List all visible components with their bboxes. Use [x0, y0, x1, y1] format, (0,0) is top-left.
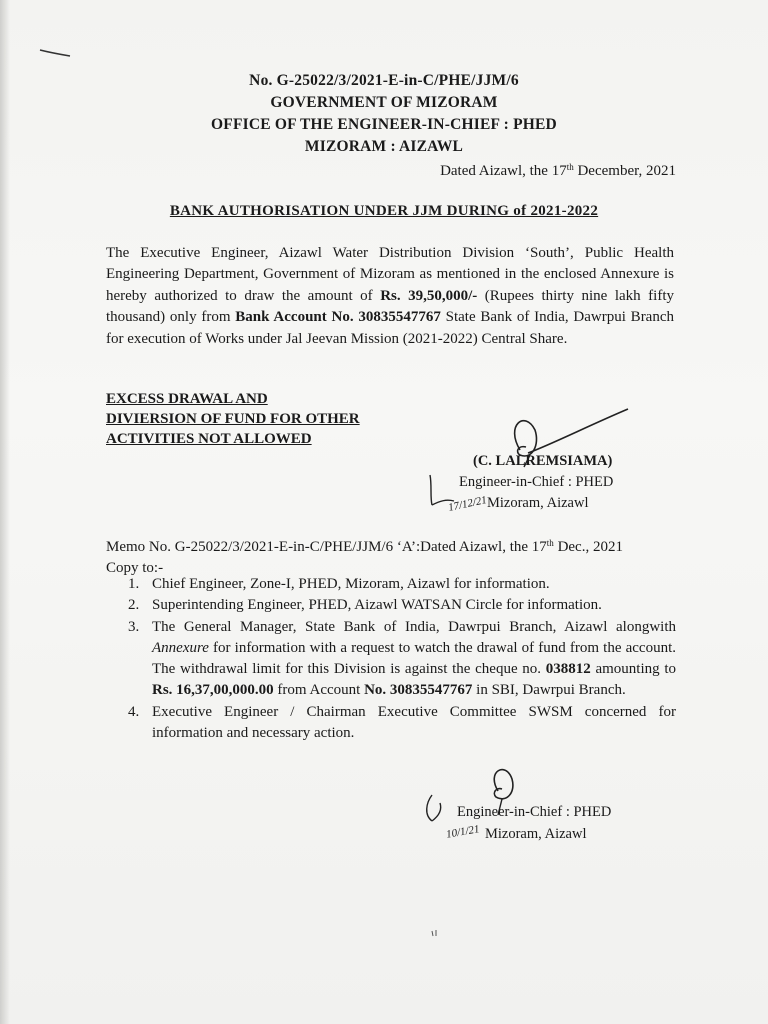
letter-header: [0, 70, 768, 158]
list-text: for information with a request to watch the drawal of fund from the account. The withdrawal limit for this Division is against the cheque no.: [152, 639, 676, 678]
initial-date-2: 10/1/21: [445, 823, 481, 841]
sbi-account-number: No. 30835547767: [364, 682, 473, 699]
cheque-number: 038812: [545, 661, 591, 678]
notice-line-2: DIVIERSION OF FUND FOR OTHER: [106, 411, 360, 427]
list-text: Superintending Engineer, PHED, Aizawl WATSAN Circle for information.: [152, 597, 602, 614]
authorized-amount: Rs. 39,50,000/-: [380, 287, 478, 304]
list-text: Chief Engineer, Zone-I, PHED, Mizoram, Aizawl for information.: [152, 576, 550, 592]
initial-date-1: 17/12/21: [447, 494, 488, 514]
para-text-2: (Rupees thirty nine lakh fifty thousand) only from: [106, 287, 674, 326]
date-suffix: December, 2021: [573, 163, 676, 179]
list-text: in SBI, Dawrpui Branch.: [472, 682, 626, 699]
bank-account-number: Bank Account No. 30835547767: [235, 309, 441, 326]
memo-ordinal: th: [546, 538, 554, 548]
memo-suffix: Dec., 2021: [553, 539, 623, 555]
office-place: MIZORAM : AIZAWL: [304, 138, 464, 155]
notice-line-1: EXCESS DRAWAL AND: [106, 391, 268, 407]
list-item: [106, 617, 676, 702]
memo-prefix: Memo No. G-25022/3/2021-E-in-C/PHE/JJM/6 ‘A’:Dated Aizawl, the 17: [106, 539, 547, 555]
office-name: OFFICE OF THE ENGINEER-IN-CHIEF : PHED: [211, 116, 557, 133]
list-text: amounting to: [590, 661, 677, 678]
date-ordinal: th: [566, 162, 574, 172]
memo-number: [106, 533, 686, 558]
notice-line-3: ACTIVITIES NOT ALLOWED: [106, 431, 312, 447]
para-text-1: The Executive Engineer, Aizawl Water Distribution Division ‘South’, Public Health Engineering Department, Government of Mizoram as mentioned in the enclosed Annexure is hereby authorized to draw the amount of: [106, 245, 674, 304]
reference-number: No. G-25022/3/2021-E-in-C/PHE/JJM/6: [249, 72, 519, 89]
signatory-location: Mizoram, Aizawl: [487, 495, 589, 511]
stray-mark-icon: [430, 928, 440, 938]
list-item: [106, 702, 676, 745]
para-text-3: State Bank of India, Dawrpui Branch for execution of Works under Jal Jeevan Mission (2021-2022) Central Share.: [106, 309, 674, 347]
signatory-designation: Engineer-in-Chief : PHED: [457, 804, 612, 820]
document-title: BANK AUTHORISATION UNDER JJM DURING of 2021-2022: [169, 203, 599, 219]
pen-mark-icon: [38, 44, 74, 60]
list-number: 3.: [128, 618, 140, 635]
list-number: 4.: [128, 703, 140, 720]
copy-list: [106, 574, 676, 744]
authorisation-paragraph: [106, 243, 674, 350]
annexure-term: Annexure: [152, 639, 209, 656]
signatory-location: Mizoram, Aizawl: [485, 826, 587, 842]
government-name: GOVERNMENT OF MIZORAM: [270, 94, 498, 111]
signature-block-1: [459, 451, 613, 514]
excess-drawal-notice: [106, 389, 360, 449]
list-number: 1.: [128, 576, 140, 592]
list-item: [106, 574, 676, 595]
list-text: from Account: [273, 682, 365, 699]
list-number: 2.: [128, 597, 140, 614]
date-prefix: Dated Aizawl, the 17: [440, 163, 567, 179]
copy-to-label: Copy to:-: [106, 560, 164, 576]
signatory-name: (C. LALREMSIAMA): [473, 453, 613, 469]
letter-date: [440, 162, 676, 180]
signatory-designation: Engineer-in-Chief : PHED: [459, 474, 614, 490]
list-item: [106, 595, 676, 616]
signature-block-2: [457, 801, 611, 845]
withdrawal-limit: Rs. 16,37,00,000.00: [152, 682, 274, 699]
list-text: Executive Engineer / Chairman Executive Committee SWSM concerned for information and necessary action.: [152, 703, 676, 742]
memo-block: [106, 533, 686, 579]
list-text: The General Manager, State Bank of India, Dawrpui Branch, Aizawl alongwith: [152, 618, 676, 635]
